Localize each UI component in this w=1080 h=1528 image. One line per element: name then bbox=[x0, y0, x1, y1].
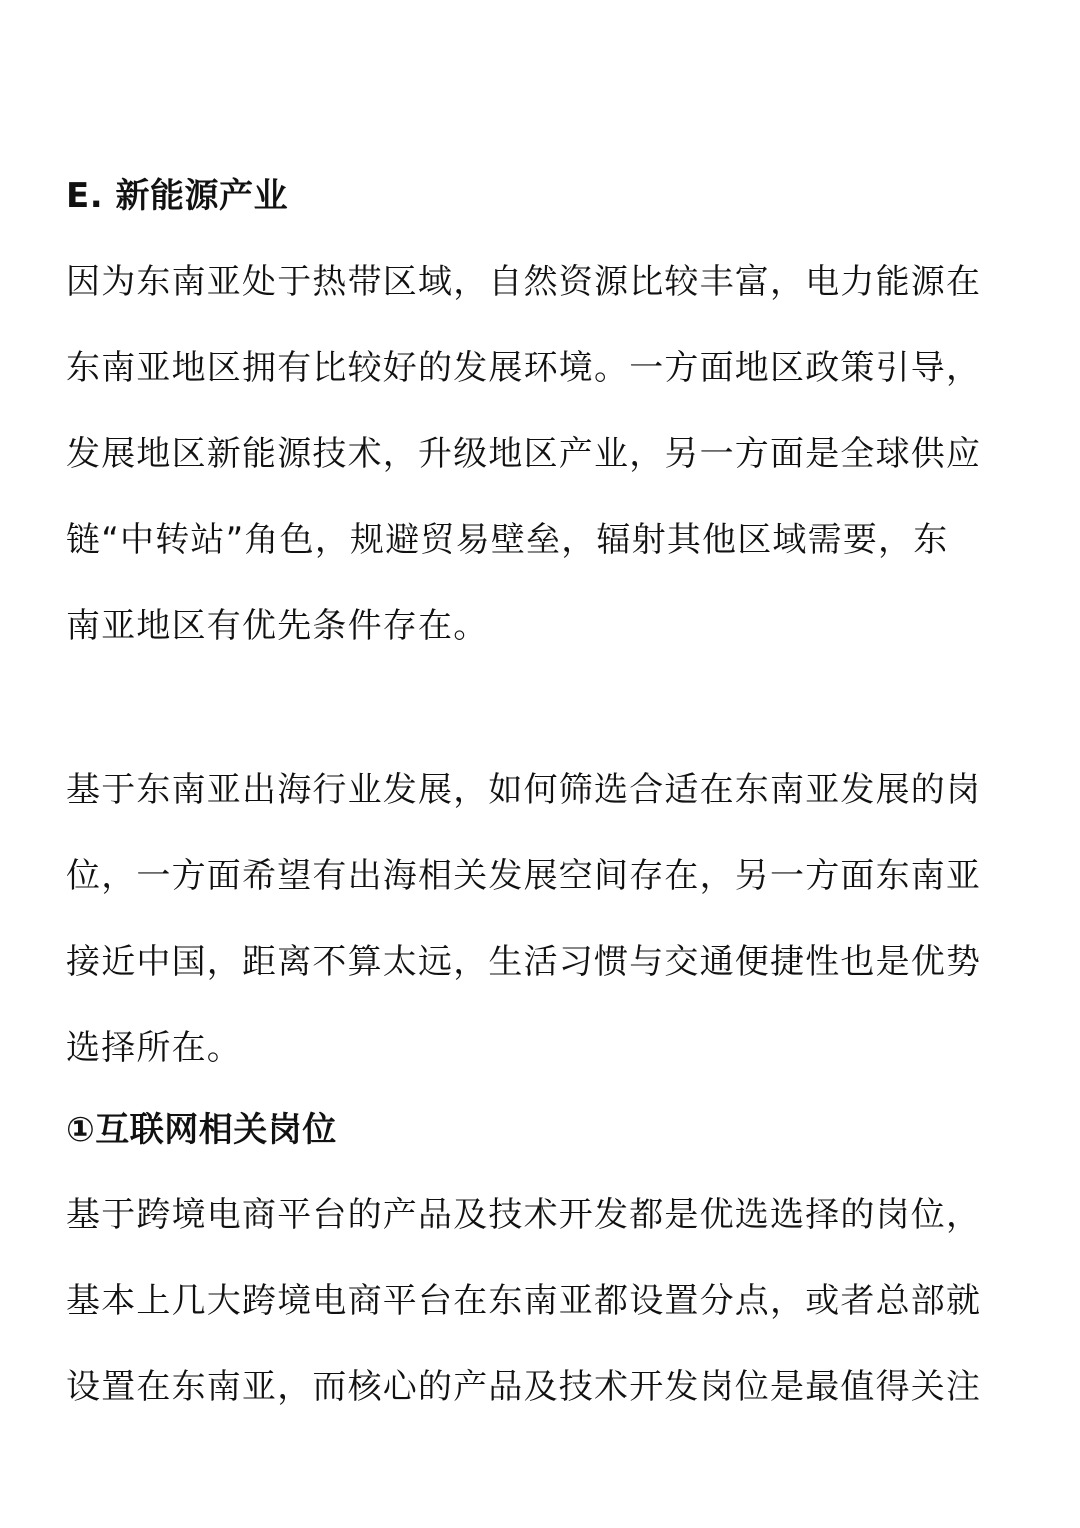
intro-jobs-paragraph bbox=[66, 747, 1018, 1091]
paragraph-line: 基于东南亚出海行业发展，如何筛选合适在东南亚发展的岗 bbox=[66, 770, 982, 810]
paragraph-line: 设置在东南亚，而核心的产品及技术开发岗位是最值得关注 bbox=[66, 1367, 982, 1407]
section-1-paragraph bbox=[66, 1172, 1018, 1430]
paragraph-line: 发展地区新能源技术，升级地区产业，另一方面是全球供应 bbox=[66, 434, 982, 474]
paragraph-line: 选择所在。 bbox=[66, 1028, 242, 1068]
paragraph-line: 南亚地区有优先条件存在。 bbox=[66, 606, 489, 646]
section-e-heading: E. 新能源产业 bbox=[66, 176, 288, 216]
paragraph-line: 链“中转站”角色，规避贸易壁垒，辐射其他区域需要，东 bbox=[66, 520, 949, 560]
paragraph-line: 基于跨境电商平台的产品及技术开发都是优选选择的岗位， bbox=[66, 1195, 982, 1235]
paragraph-line: 因为东南亚处于热带区域，自然资源比较丰富，电力能源在 bbox=[66, 262, 982, 302]
paragraph-line: 东南亚地区拥有比较好的发展环境。一方面地区政策引导， bbox=[66, 348, 982, 388]
paragraph-line: 接近中国，距离不算太远，生活习惯与交通便捷性也是优势 bbox=[66, 942, 982, 982]
paragraph-line: 基本上几大跨境电商平台在东南亚都设置分点，或者总部就 bbox=[66, 1281, 982, 1321]
paragraph-line: 位，一方面希望有出海相关发展空间存在，另一方面东南亚 bbox=[66, 856, 982, 896]
section-1-heading: ①互联网相关岗位 bbox=[66, 1110, 337, 1150]
section-e-paragraph bbox=[66, 239, 1018, 669]
